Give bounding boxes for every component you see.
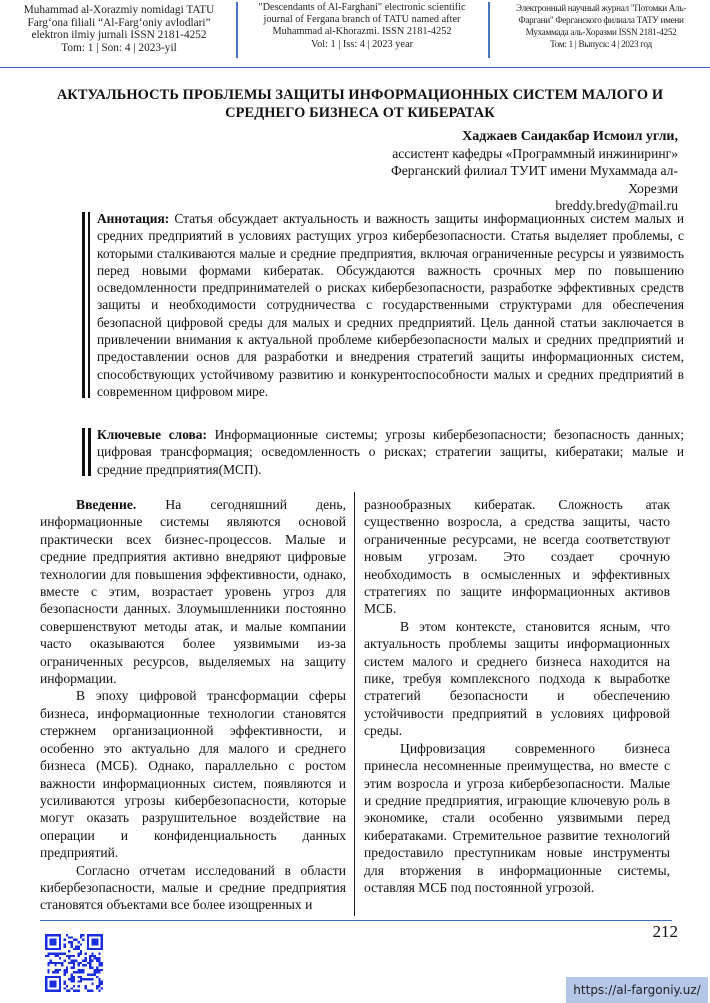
abstract-block (82, 210, 684, 400)
qr-module (77, 962, 79, 964)
qr-module (98, 980, 100, 982)
qr-module (64, 983, 66, 985)
qr-module (94, 973, 96, 975)
header-line: Электронный научный журнал "Потомки Аль- (515, 3, 687, 13)
qr-module (57, 955, 59, 957)
qr-module (71, 955, 73, 957)
qr-module (54, 953, 56, 955)
qr-module (71, 980, 73, 982)
author-block (338, 128, 678, 214)
qr-module (82, 978, 84, 980)
qr-module (80, 971, 82, 973)
qr-module (73, 971, 75, 973)
qr-module (61, 962, 63, 964)
qr-module (64, 939, 66, 941)
header-line: Muhammad al-Khorazmi. ISSN 2181-4252 (272, 26, 452, 38)
qr-module (77, 964, 79, 966)
qr-module (68, 955, 70, 957)
qr-module (59, 969, 61, 971)
qr-module (91, 955, 93, 957)
qr-finder (87, 934, 103, 936)
qr-module (96, 985, 98, 987)
qr-module (73, 955, 75, 957)
qr-module (89, 978, 91, 980)
qr-module (54, 955, 56, 957)
qr-module (84, 985, 86, 987)
qr-module (68, 957, 70, 959)
qr-finder (45, 934, 61, 936)
qr-module (64, 980, 66, 982)
qr-module (50, 953, 52, 955)
author-affiliation-cont: Хорезми (628, 180, 678, 196)
qr-module (98, 969, 100, 971)
qr-module (66, 971, 68, 973)
qr-module (96, 971, 98, 973)
qr-module (80, 950, 82, 952)
journal-header-english (236, 2, 486, 58)
qr-module (89, 966, 91, 968)
qr-module (75, 948, 77, 950)
qr-module (77, 971, 79, 973)
qr-module (96, 987, 98, 989)
qr-finder (59, 976, 61, 992)
keywords-text: Информационные системы; угрозы кибербезопасности; безопасность данных; цифровая трансформация; осведомленность о рисках; стратегии защиты, кибератаки; малые и средние предприятия(МСП). (97, 427, 684, 477)
qr-module (75, 939, 77, 941)
header-line: Фаргани" Ферганского филиала ТАТУ имени (518, 15, 684, 25)
paragraph: Согласно отчетам исследований в области кибербезопасности, малые и средние предприятия становятся объектами все более изощренных и (40, 862, 346, 913)
qr-module (101, 969, 103, 971)
column-divider (354, 492, 355, 916)
header-line: "Descendants of Al-Farghani" electronic scientific (258, 2, 466, 13)
qr-module (77, 941, 79, 943)
qr-module (66, 990, 68, 992)
qr-module (73, 948, 75, 950)
qr-module (75, 946, 77, 948)
qr-module (71, 973, 73, 975)
qr-module (94, 969, 96, 971)
qr-module (68, 978, 70, 980)
qr-module (66, 934, 68, 936)
paragraph: В этом контексте, становится ясным, что актуальность проблемы защиты информационных систем малого и среднего бизнеса находится на пике, требуя комплексного подхода к выработке стратегий безопасности и обеспечению устойчивости предприятий в условиях цифровой среды. (364, 618, 670, 739)
qr-module (91, 973, 93, 975)
paragraph (40, 496, 346, 687)
qr-module (68, 950, 70, 952)
qr-module (64, 971, 66, 973)
header-line: journal of Fergana branch of TATU named after (263, 14, 461, 26)
qr-module (98, 962, 100, 964)
qr-module (71, 987, 73, 989)
qr-module (98, 983, 100, 985)
qr-module (91, 953, 93, 955)
qr-module (50, 962, 52, 964)
qr-finder (50, 980, 57, 987)
qr-module (59, 953, 61, 955)
qr-module (89, 957, 91, 959)
qr-module (47, 971, 49, 973)
qr-finder (45, 976, 47, 992)
qr-module (84, 957, 86, 959)
qr-module (73, 990, 75, 992)
qr-module (73, 976, 75, 978)
qr-module (59, 962, 61, 964)
qr-module (89, 973, 91, 975)
qr-module (80, 976, 82, 978)
qr-module (71, 962, 73, 964)
author-name: Хаджаев Саидакбар Исмоил угли, (462, 129, 678, 144)
qr-module (80, 962, 82, 964)
journal-header-russian (488, 2, 710, 58)
journal-url-link[interactable]: https://al-fargoniy.uz/ (566, 977, 708, 1003)
author-position: ассистент кафедры «Программный инжиниринг» (392, 146, 678, 162)
quote-bar (88, 212, 90, 398)
page-number: 212 (652, 922, 678, 941)
intro-label: Введение. (76, 497, 137, 512)
qr-module (101, 964, 103, 966)
qr-module (45, 955, 47, 957)
qr-finder (45, 990, 61, 992)
qr-module (96, 957, 98, 959)
qr-module (77, 980, 79, 982)
qr-module (91, 983, 93, 985)
qr-module (101, 983, 103, 985)
abstract-text: Статья обсуждает актуальность и важность защиты информационных систем малых и средних предприятий в условиях растущих угроз кибербезопасности. Статья выделяет проблемы, с которыми сталкиваются малые и средние предприятия, включая ограниченные ресурсы и уязвимость перед новыми формами кибератак. Обсуждаются важность срочных мер по повышению осведомленности предпринимателей о рисках кибербезопасности, разработке эффективных средств защиты и необходимости сотрудничества с государственными структурами для обеспечения безопасной цифровой среды для малых и средних предприятий. Цель данной статьи заключается в привлечении внимания к актуальной проблеме кибербезопасности малых и средних предприятий и предоставлении основ для разработки и внедрения стратегий защиты информационных систем, способствующих устойчивому развитию и конкурентоспособности малых и средних предприятий в современном цифровом мире. (97, 211, 684, 399)
qr-module (71, 976, 73, 978)
qr-module (82, 964, 84, 966)
qr-module (80, 936, 82, 938)
qr-module (91, 978, 93, 980)
qr-module (84, 953, 86, 955)
qr-module (52, 971, 54, 973)
qr-module (73, 985, 75, 987)
qr-module (47, 955, 49, 957)
qr-module (98, 985, 100, 987)
qr-module (75, 990, 77, 992)
qr-module (57, 971, 59, 973)
qr-module (98, 971, 100, 973)
qr-module (82, 971, 84, 973)
qr-module (73, 939, 75, 941)
qr-finder (45, 934, 47, 950)
qr-module (80, 978, 82, 980)
qr-finder (59, 934, 61, 950)
qr-module (64, 987, 66, 989)
qr-module (54, 962, 56, 964)
qr-module (52, 953, 54, 955)
qr-module (77, 990, 79, 992)
qr-module (98, 978, 100, 980)
qr-module (68, 936, 70, 938)
qr-module (54, 971, 56, 973)
abstract-label: Аннотация: (97, 211, 170, 226)
qr-module (96, 969, 98, 971)
qr-module (77, 946, 79, 948)
qr-module (84, 978, 86, 980)
keywords-block (82, 426, 684, 478)
qr-module (87, 973, 89, 975)
qr-module (98, 964, 100, 966)
paragraph-text: На сегодняшний день, информационные системы являются основой практически всех бизнес-процессов. Малые и средние предприятия активно внедряют цифровые технологии для повышения эффективности, однако, вместе с этим, возрастает уровень угроз для безопасности данных. Злоумышленники постоянно совершенствуют методы атак, и малые компании часто оказываются более уязвимыми из-за ограниченных ресурсов, выделяемых на защиту информации. (40, 497, 346, 687)
qr-module (84, 987, 86, 989)
journal-header-uzbek (0, 4, 238, 60)
qr-module (89, 955, 91, 957)
qr-module (91, 960, 93, 962)
qr-finder (87, 948, 103, 950)
qr-module (75, 971, 77, 973)
paragraph: Цифровизация современного бизнеса принесла несомненные преимущества, но вместе с этим возросла и угроза кибербезопасности. Малые и средние предприятия, играющие ключевую роль в экономике, стали особенно уязвимыми перед кибератаками. Стремительное развитие технологий предоставило преступникам новые инструменты для вторжения в информационные системы, оставляя МСБ под постоянной угрозой. (364, 740, 670, 895)
article-title: АКТУАЛЬНОСТЬ ПРОБЛЕМЫ ЗАЩИТЫ ИНФОРМАЦИОННЫХ СИСТЕМ МАЛОГО И СРЕДНЕГО БИЗНЕСА ОТ КИБЕРАТАК (56, 87, 664, 121)
header-line: Том: 1 | Выпуск: 4 | 2023 год (550, 39, 652, 49)
qr-module (71, 943, 73, 945)
qr-module (64, 969, 66, 971)
qr-module (101, 962, 103, 964)
qr-module (84, 964, 86, 966)
footer-divider (40, 920, 672, 921)
qr-module (77, 985, 79, 987)
qr-module (80, 980, 82, 982)
qr-module (47, 962, 49, 964)
qr-module (73, 964, 75, 966)
qr-module (57, 962, 59, 964)
qr-module (80, 953, 82, 955)
body-column-right (364, 496, 670, 896)
header-line: Vol: 1 | Iss: 4 | 2023 year (310, 38, 414, 50)
qr-module (87, 978, 89, 980)
qr-module (77, 948, 79, 950)
qr-module (66, 985, 68, 987)
header-line: Muhammad al-Xorazmiy nomidagi TATU (23, 4, 215, 16)
qr-module (47, 953, 49, 955)
qr-module (82, 969, 84, 971)
qr-module (61, 964, 63, 966)
qr-module (94, 955, 96, 957)
header-line: Farg‘ona filiali “Al-Farg‘oniy avlodlari” (27, 16, 211, 29)
qr-module (66, 966, 68, 968)
qr-module (89, 990, 91, 992)
qr-module (64, 960, 66, 962)
paragraph: В эпоху цифровой трансформации сферы бизнеса, информационные технологии становятся стержнем организационной эффективности, и особенно это актуально для малого и среднего бизнеса (МСБ). Однако, параллельно с ростом важности информационных систем, появляются и усиливаются угрозы кибербезопасности, которые могут оказать разрушительное воздействие на операции и конфиденциальность данных предприятий. (40, 688, 346, 861)
qr-module (101, 987, 103, 989)
qr-finder (45, 948, 61, 950)
qr-module (57, 953, 59, 955)
qr-module (98, 990, 100, 992)
header-line: Мухаммада аль-Хоразми ISSN 2181-4252 (525, 27, 677, 37)
qr-module (98, 957, 100, 959)
qr-module (73, 962, 75, 964)
qr-module (96, 976, 98, 978)
qr-module (77, 969, 79, 971)
qr-module (64, 946, 66, 948)
qr-module (77, 976, 79, 978)
qr-finder (87, 934, 89, 950)
qr-finder (101, 934, 103, 950)
qr-module (54, 964, 56, 966)
qr-module (61, 953, 63, 955)
qr-module (84, 960, 86, 962)
header-line: Tom: 1 | Son: 4 | 2023-yil (61, 41, 177, 54)
qr-code-icon[interactable] (45, 934, 103, 992)
qr-module (89, 964, 91, 966)
qr-module (47, 969, 49, 971)
qr-finder (91, 939, 98, 946)
author-affiliation: Ферганский филиал ТУИТ имени Мухаммада ал- (391, 163, 678, 179)
header-line: elektron ilmiy jurnali ISSN 2181-4252 (31, 29, 207, 41)
qr-module (96, 960, 98, 962)
qr-module (66, 969, 68, 971)
qr-module (89, 960, 91, 962)
quote-bar (82, 428, 85, 476)
qr-module (73, 978, 75, 980)
header-divider (0, 67, 710, 68)
qr-module (52, 962, 54, 964)
qr-module (71, 978, 73, 980)
qr-module (80, 969, 82, 971)
qr-module (64, 973, 66, 975)
qr-module (64, 953, 66, 955)
qr-module (47, 964, 49, 966)
qr-module (73, 966, 75, 968)
qr-module (80, 943, 82, 945)
quote-bar (82, 212, 85, 398)
qr-module (59, 957, 61, 959)
qr-module (96, 966, 98, 968)
body-column-left (40, 496, 346, 914)
qr-module (77, 955, 79, 957)
qr-module (71, 936, 73, 938)
qr-module (73, 960, 75, 962)
qr-module (77, 953, 79, 955)
qr-module (82, 934, 84, 936)
qr-module (82, 939, 84, 941)
qr-module (66, 955, 68, 957)
qr-module (71, 946, 73, 948)
qr-module (75, 960, 77, 962)
qr-module (57, 969, 59, 971)
qr-module (89, 962, 91, 964)
qr-module (68, 990, 70, 992)
qr-module (94, 971, 96, 973)
quote-bar (88, 428, 91, 476)
qr-module (71, 960, 73, 962)
qr-module (80, 934, 82, 936)
qr-module (94, 957, 96, 959)
qr-module (87, 962, 89, 964)
qr-module (101, 980, 103, 982)
qr-module (82, 960, 84, 962)
qr-module (50, 960, 52, 962)
qr-module (71, 966, 73, 968)
qr-finder (50, 939, 57, 946)
qr-module (68, 962, 70, 964)
author-email[interactable]: breddy.bredy@mail.ru (555, 197, 678, 213)
qr-module (98, 960, 100, 962)
qr-module (98, 953, 100, 955)
qr-module (68, 941, 70, 943)
qr-module (71, 941, 73, 943)
qr-module (54, 969, 56, 971)
qr-module (91, 990, 93, 992)
keywords-label: Ключевые слова: (97, 427, 207, 442)
qr-module (64, 943, 66, 945)
qr-module (87, 990, 89, 992)
qr-module (91, 966, 93, 968)
paragraph: разнообразных кибератак. Сложность атак существенно возросла, а средства защиты, часто ограниченные ресурсами, не всегда соответствуют новым угрозам. Это создает срочную необходимость в осмысленных и эффективных стратегиях по защите информационных активов МСБ. (364, 497, 670, 617)
qr-finder (45, 976, 61, 978)
qr-module (73, 980, 75, 982)
